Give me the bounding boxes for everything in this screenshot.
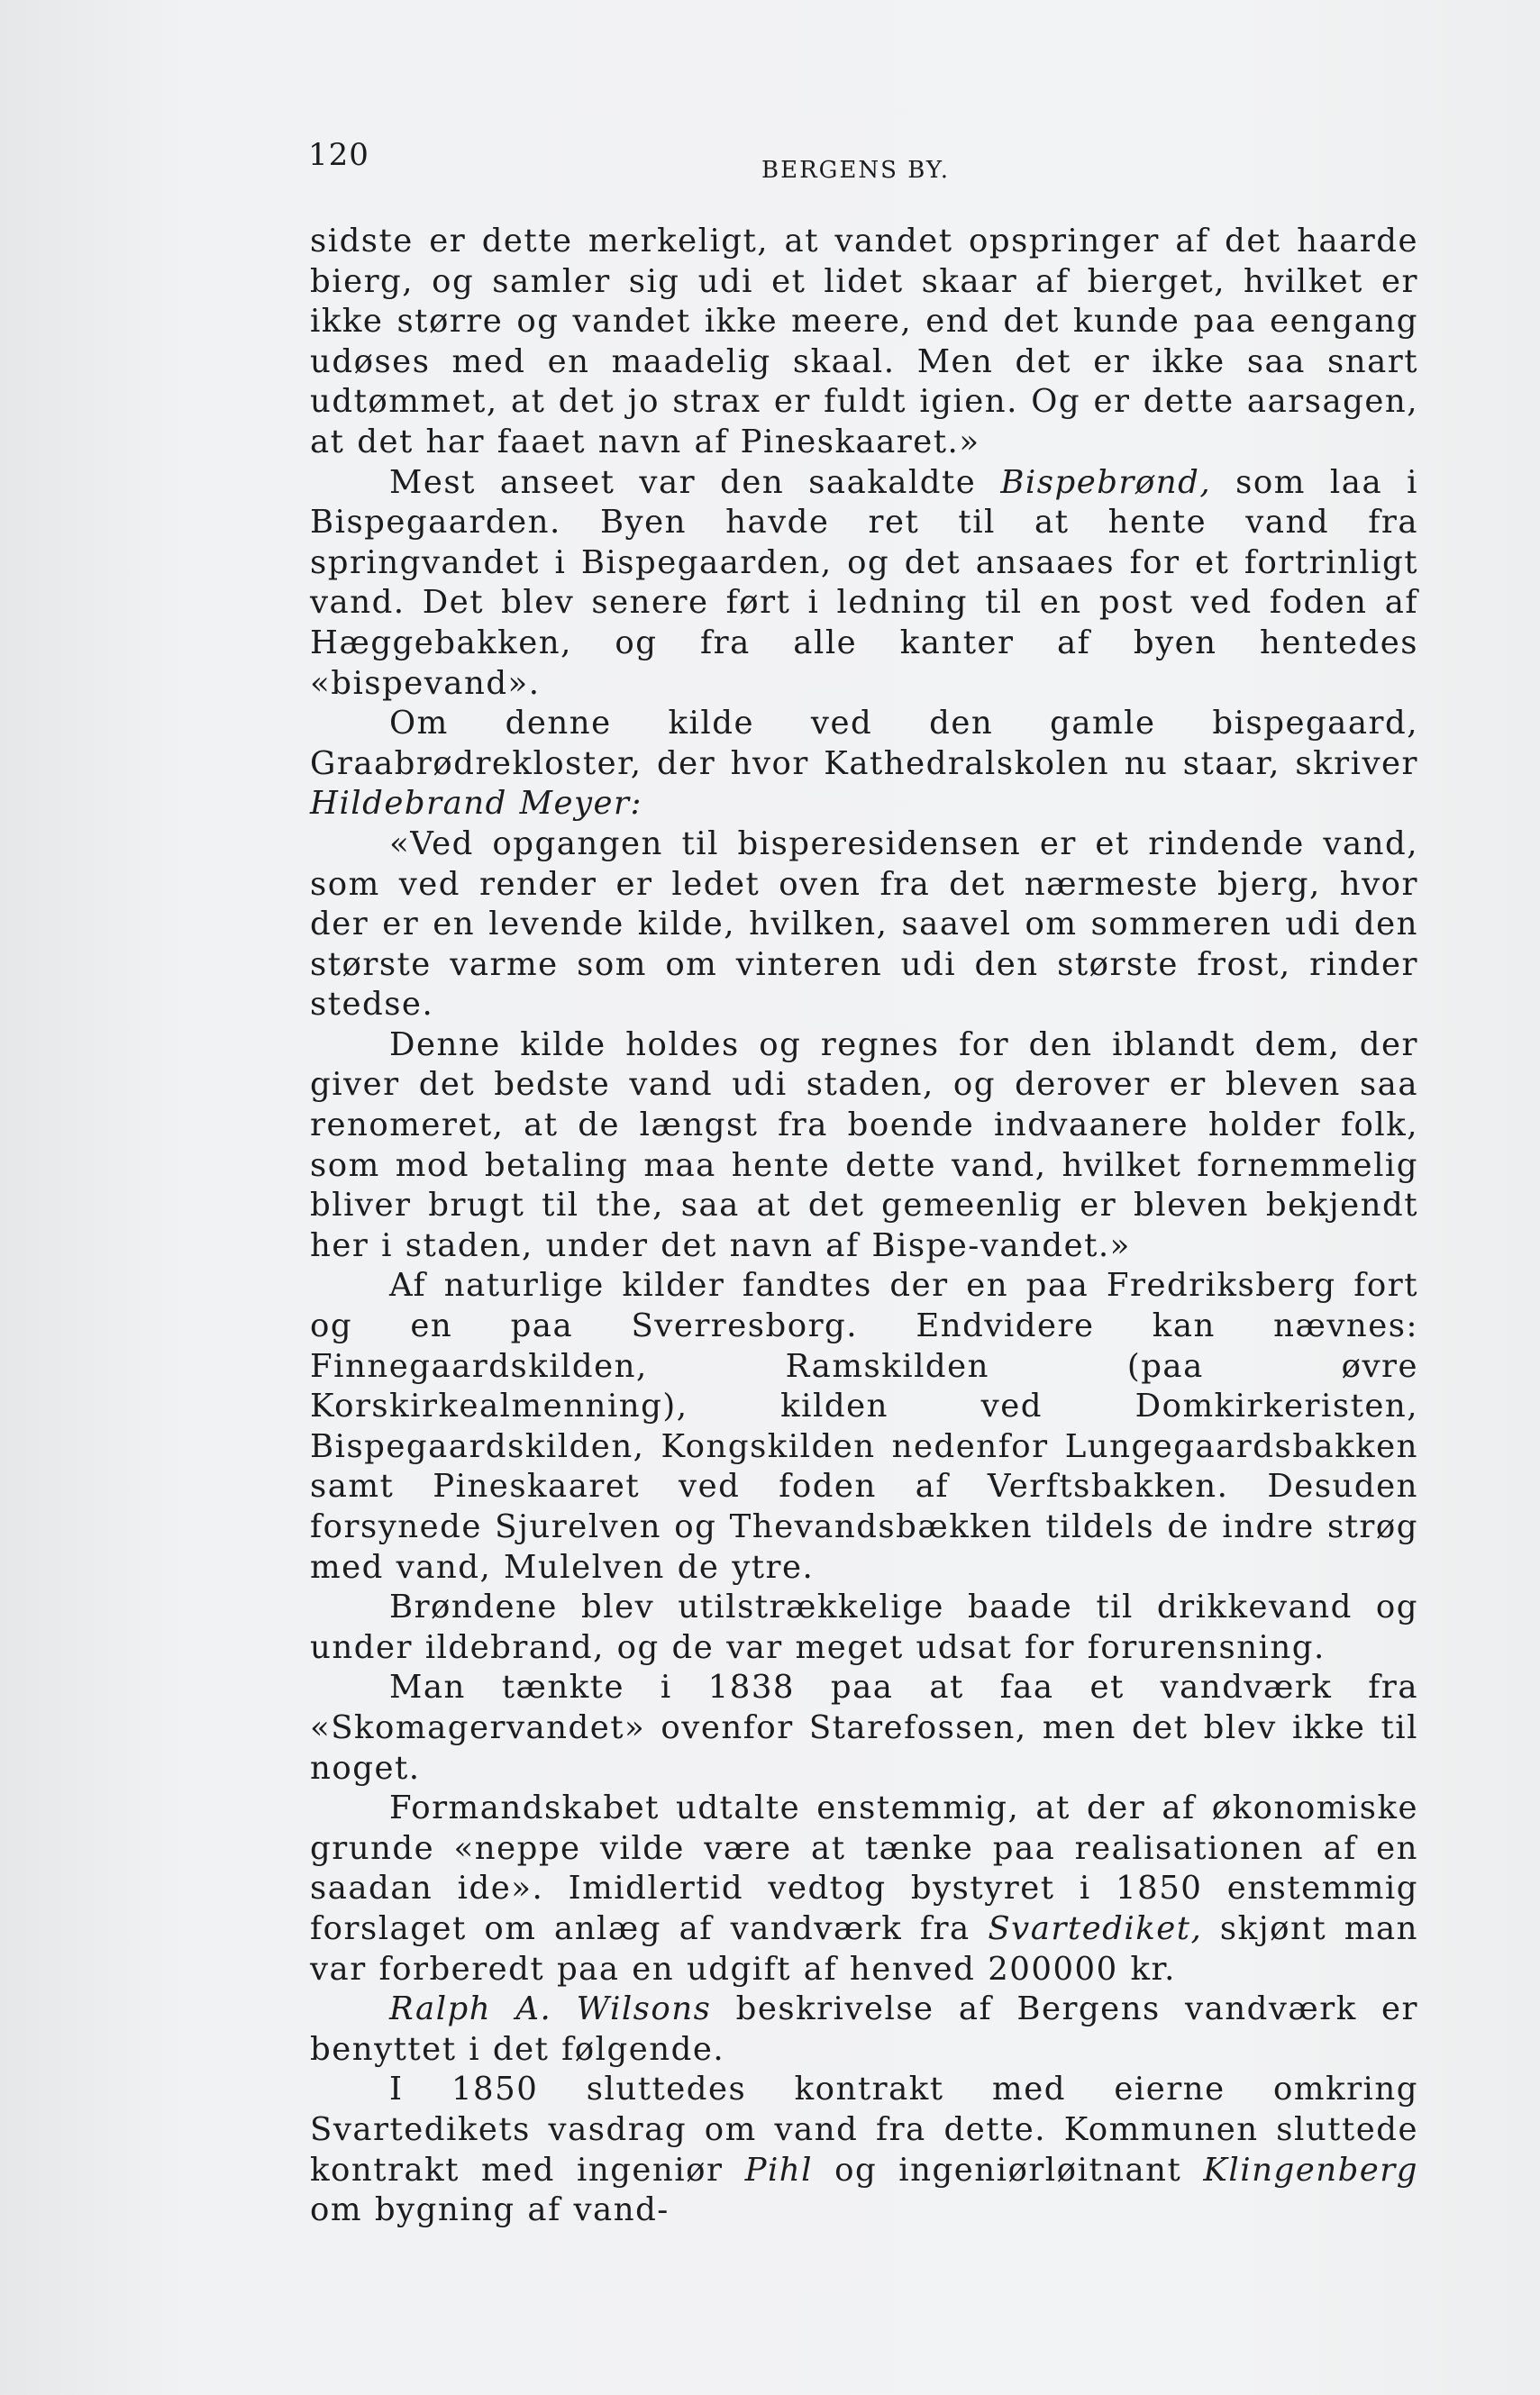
paragraph	[310, 1025, 1418, 1267]
paragraph	[310, 1990, 1418, 2070]
paragraph-text: «Ved opgangen til bisperesidensen er et rindende vand, som ved render er ledet oven fra det nærmeste bjerg, hvor der er en levende kilde, hvilken, saavel om sommeren udi den største varme som om vinteren udi den største frost, rinder stedse.	[310, 824, 1418, 1024]
body-text	[310, 222, 1418, 2231]
paragraph-text: Man tænkte i 1838 paa at faa et vandværk fra «Skomagervandet» ovenfor Starefossen, men det blev ikke til noget.	[310, 1669, 1418, 1787]
paragraph-italic-text: Ralph A. Wilsons	[389, 1990, 712, 2028]
paragraph	[310, 1668, 1418, 1789]
paragraph-text: om bygning af vand-	[310, 2191, 670, 2229]
paragraph-text: beskrivelse af Bergens vandværk er benyttet i det følgende.	[310, 1990, 1419, 2068]
paragraph-text: Formandskabet udtalte enstemmig, at der af økonomiske grunde «neppe vilde være at tænke paa realisationen af en saadan ide». Imidlertid vedtog bystyret i 1850 enstemmig forslaget om anlæg af vandværk fra	[310, 1789, 1418, 1947]
paragraph-text: Mest anseet var den saakaldte	[389, 463, 1001, 501]
paragraph-italic-text: Hildebrand Meyer:	[310, 785, 642, 823]
paragraph-italic-text: Bispebrønd,	[1000, 463, 1212, 501]
paragraph	[310, 222, 1418, 463]
paragraph-text: Brøndene blev utilstrækkelige baade til drikkevand og under ildebrand, og de var meget udsat for forurensning.	[310, 1589, 1418, 1666]
paragraph-italic-text: Klingenberg	[1203, 2151, 1418, 2189]
paragraph-text: Om denne kilde ved den gamle bispegaard, Graabrødrekloster, der hvor Kathedralskolen nu staar, skriver	[310, 705, 1418, 782]
page-header	[306, 137, 1415, 191]
paragraph	[310, 1588, 1418, 1668]
paragraph-text: som laa i Bispegaarden. Byen havde ret til at hente vand fra springvandet i Bispegaarden, og det ansaaes for et fortrinligt vand. Det blev senere ført i ledning til en post ved foden af Hæggebakken, og fra alle kanter af byen hentedes «bispevand».	[310, 463, 1418, 702]
paragraph	[310, 463, 1418, 705]
running-head: BERGENS BY.	[761, 157, 950, 184]
paragraph-text: I 1850 sluttedes kontrakt med eierne omkring Svartedikets vasdrag om vand fra dette. Kommunen sluttede kontrakt med ingeniør	[310, 2071, 1418, 2189]
paragraph-text: Denne kilde holdes og regnes for den iblandt dem, der giver det bedste vand udi staden, og derover er bleven saa renomeret, at de længst fra boende indvaanere holder folk, som mod betaling maa hente dette vand, hvilket fornemmelig bliver brugt til the, saa at det gemeenlig er bleven bekjendt her i staden, under det navn af Bispe-vandet.»	[310, 1025, 1418, 1264]
page-number: 120	[308, 137, 369, 173]
paragraph	[310, 1266, 1418, 1588]
paragraph-italic-text: Pihl	[744, 2151, 814, 2189]
paragraph-text: skjønt man var forberedt paa en udgift af henved 200000 kr.	[310, 1909, 1419, 1988]
paragraph-text: sidste er dette merkeligt, at vandet opspringer af det haarde bierg, og samler sig udi et lidet skaar af bierget, hvilket er ikke større og vandet ikke meere, end det kunde paa eengang udøses med en maadelig skaal. Men det er ikke saa snart udtømmet, at det jo strax er fuldt igien. Og er dette aarsagen, at det har faaet navn af Pineskaaret.»	[310, 223, 1418, 460]
paragraph	[310, 2070, 1418, 2230]
paragraph-italic-text: Svartediket,	[988, 1909, 1203, 1947]
paragraph-text: og ingeniørløitnant	[813, 2151, 1204, 2189]
paragraph-text: Af naturlige kilder fandtes der en paa Fredriksberg fort og en paa Sverresborg. Endvidere kan nævnes: Finnegaardskilden, Ramskilden (paa øvre Korskirkealmenning), kilden ved Domkirkeristen, Bispegaardskilden, Kongskilden nedenfor Lungegaardsbakken samt Pineskaaret ved foden af Verftsbakken. Desuden forsynede Sjurelven og Thevandsbækken tildels de indre strøg med vand, Mulelven de ytre.	[310, 1267, 1418, 1586]
paragraph	[310, 824, 1418, 1025]
paragraph	[310, 704, 1418, 824]
paragraph	[310, 1789, 1418, 1990]
